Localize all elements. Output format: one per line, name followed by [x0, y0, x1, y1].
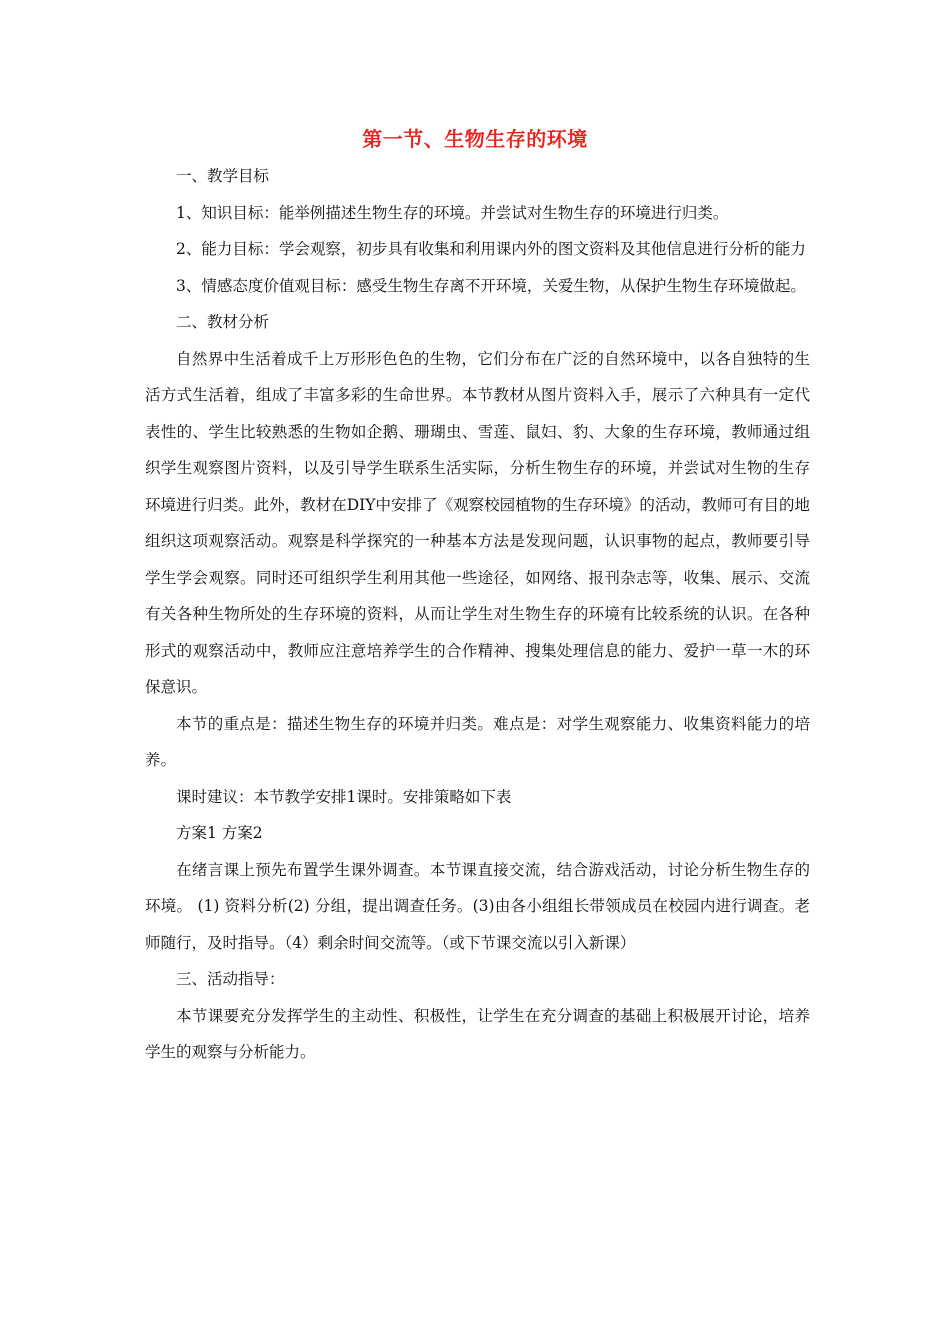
paragraph-ability-goal: 2、能力目标：学会观察，初步具有收集和利用课内外的图文资料及其他信息进行分析的能力: [176, 240, 806, 258]
paragraph-plan-details: 在绪言课上预先布置学生课外调查。本节课直接交流，结合游戏活动，讨论分析生物生存的环境。 (1) 资料分析(2) 分组，提出调查任务。(3)由各小组组长带领成员在校园内进行调查。老师随行，及时指导。（4）剩余时间交流等。（或下节课交流以引入新课）: [145, 860, 810, 952]
paragraph-key-points: 本节的重点是：描述生物生存的环境并归类。难点是：对学生观察能力、收集资料能力的培养。: [145, 714, 810, 769]
section-heading-objectives: 一、教学目标: [176, 167, 270, 185]
document-title: 第一节、生物生存的环境: [362, 127, 588, 151]
paragraph-activity-guidance: 本节课要充分发挥学生的主动性、积极性，让学生在充分调查的基础上积极展开讨论，培养学生的观察与分析能力。: [145, 1006, 810, 1061]
paragraph-schedule: 课时建议：本节教学安排1课时。安排策略如下表: [176, 787, 512, 806]
document-body: [145, 158, 810, 1071]
paragraph-plans: 方案1 方案2: [176, 824, 263, 842]
section-heading-activity: 三、活动指导：: [176, 970, 285, 988]
paragraph-material-analysis: 自然界中生活着成千上万形形色色的生物，它们分布在广泛的自然环境中，以各自独特的生活方式生活着，组成了丰富多彩的生命世界。本节教材从图片资料入手，展示了六种具有一定代表性的、学生比较熟悉的生物如企鹅、珊瑚虫、雪莲、鼠妇、豹、大象的生存环境，教师通过组织学生观察图片资料，以及引导学生联系生活实际，分析生物生存的环境，并尝试对生物的生存环境进行归类。此外，教材在DIY中安排了《观察校园植物的生存环境》的活动，教师可有目的地组织这项观察活动。观察是科学探究的一种基本方法是发现问题，认识事物的起点，教师要引导学生学会观察。同时还可组织学生利用其他一些途径，如网络、报刊杂志等，收集、展示、交流有关各种生物所处的生存环境的资料，从而让学生对生物生存的环境有比较系统的认识。在各种形式的观察活动中，教师应注意培养学生的合作精神、搜集处理信息的能力、爱护一草一木的环保意识。: [145, 349, 810, 696]
section-heading-analysis: 二、教材分析: [176, 313, 270, 331]
paragraph-attitude-goal: 3、情感态度价值观目标：感受生物生存离不开环境，关爱生物，从保护生物生存环境做起。: [176, 276, 806, 295]
paragraph-knowledge-goal: 1、知识目标：能举例描述生物生存的环境。并尝试对生物生存的环境进行归类。: [176, 203, 729, 222]
